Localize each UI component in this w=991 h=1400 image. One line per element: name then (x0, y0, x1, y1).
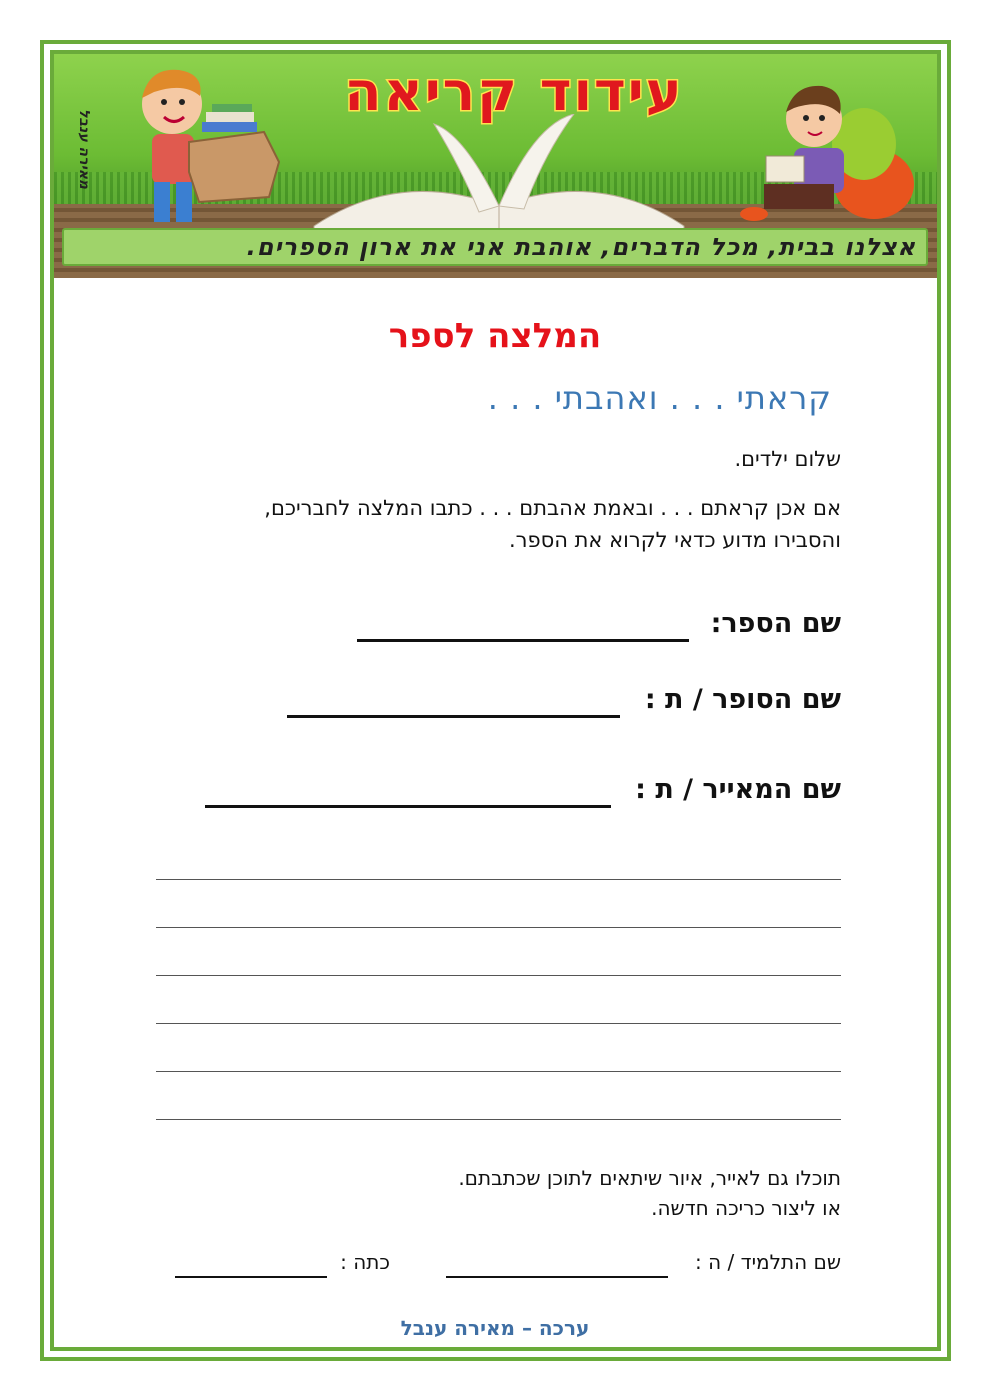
reading-banner (54, 54, 937, 278)
class-label: כתה : (340, 1250, 390, 1274)
banner-signature: מאירה ענבל (76, 108, 92, 190)
student-name-line[interactable] (446, 1276, 668, 1278)
intro-line-1: אם אכן קראתם . . . ובאמת אהבתם . . . כתבו המלצה לחבריכם, (264, 496, 841, 520)
writing-line[interactable] (156, 1071, 841, 1072)
page-subtitle: קראתי . . . ואהבתי . . . (487, 379, 832, 417)
banner-motto: אצלנו בבית, מכל הדברים, אוהבת אני את ארון הספרים. (246, 233, 916, 261)
banner-title: עידוד קריאה (344, 60, 684, 123)
student-name-label: שם התלמיד / ה : (695, 1250, 841, 1274)
intro-paragraph (264, 492, 841, 556)
writing-line[interactable] (156, 927, 841, 928)
author-label: שם הסופר / ת : (644, 684, 841, 715)
writing-line[interactable] (156, 879, 841, 880)
greeting-text: שלום ילדים. (734, 447, 841, 471)
intro-line-2: והסבירו מדוע כדאי לקרוא את הספר. (508, 528, 841, 552)
note-line-2: או ליצור כריכה חדשה. (651, 1196, 841, 1220)
page-title: המלצה לספר (388, 316, 602, 356)
illustration-note (458, 1163, 841, 1223)
author-line[interactable] (287, 715, 620, 718)
book-name-label: שם הספר: (710, 608, 841, 639)
credit-text: ערכה – מאירה ענבל (400, 1316, 590, 1340)
illustrator-label: שם המאייר / ת : (635, 774, 841, 805)
motto-bar (62, 228, 928, 266)
note-line-1: תוכלו גם לאייר, איור שיתאים לתוכן שכתבתם. (458, 1166, 841, 1190)
writing-line[interactable] (156, 1119, 841, 1120)
illustrator-line[interactable] (205, 805, 611, 808)
class-line[interactable] (175, 1276, 327, 1278)
writing-line[interactable] (156, 975, 841, 976)
book-name-line[interactable] (357, 639, 689, 642)
writing-line[interactable] (156, 1023, 841, 1024)
